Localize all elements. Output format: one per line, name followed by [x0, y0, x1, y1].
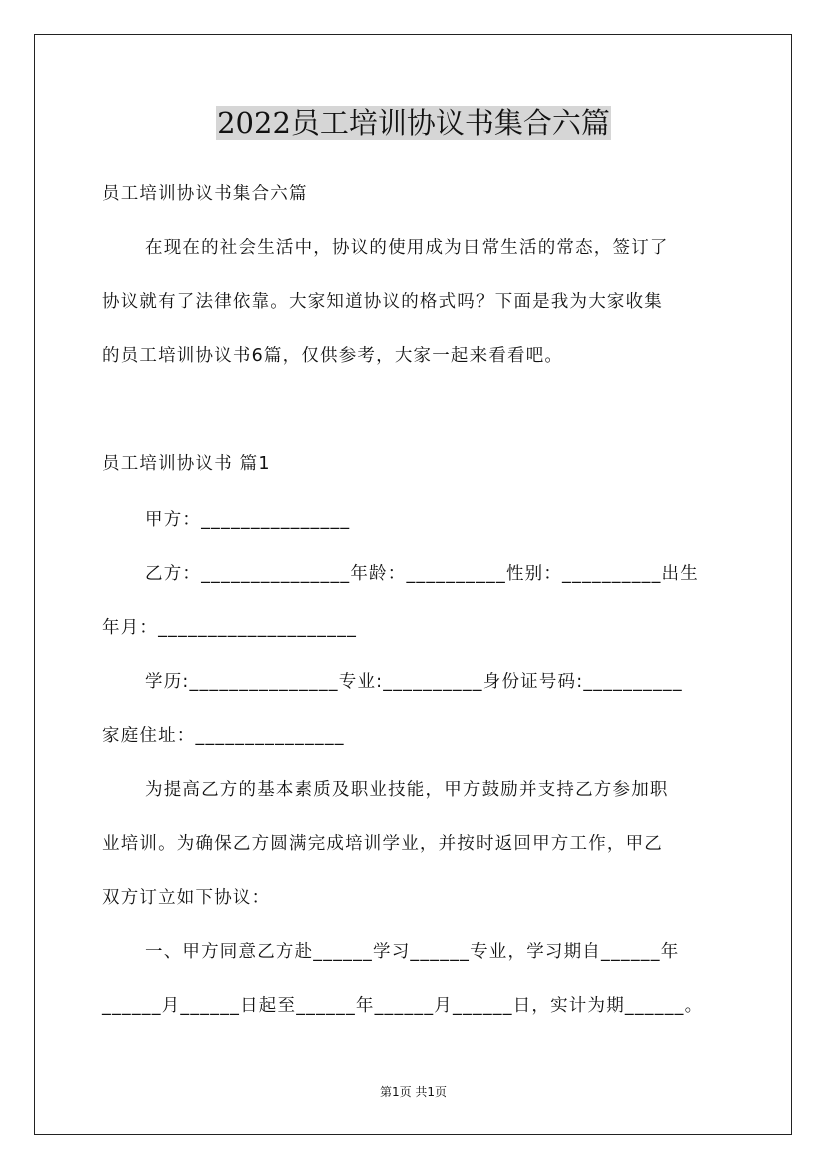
section-heading: 员工培训协议书 篇1 — [102, 454, 271, 474]
clause-1-line-1: 一、甲方同意乙方赴______学习______专业，学习期自______年 — [145, 942, 680, 962]
address-line: 家庭住址：_______________ — [102, 726, 345, 746]
intro-line-1: 在现在的社会生活中，协议的使用成为日常生活的常态，签订了 — [145, 238, 669, 258]
page-footer: 第1页 共1页 — [379, 1085, 448, 1099]
birth-line: 年月：____________________ — [102, 618, 358, 638]
clause-1-line-2: ______月______日起至______年______月______日，实计为期______。 — [102, 996, 704, 1016]
paragraph-line-2: 业培训。为确保乙方圆满完成培训学业，并按时返回甲方工作，甲乙 — [102, 834, 663, 854]
intro-line-2: 协议就有了法律依靠。大家知道协议的格式吗？下面是我为大家收集 — [102, 292, 663, 312]
party-a-line: 甲方：_______________ — [145, 510, 351, 530]
paragraph-line-3: 双方订立如下协议： — [102, 888, 271, 908]
document-title-row — [0, 104, 827, 142]
document-title: 2022员工培训协议书集合六篇 — [217, 106, 610, 140]
paragraph-line-1: 为提高乙方的基本素质及职业技能，甲方鼓励并支持乙方参加职 — [145, 780, 669, 800]
party-b-line: 乙方：_______________年龄：__________性别：__________出生 — [145, 564, 699, 584]
subtitle: 员工培训协议书集合六篇 — [102, 184, 308, 204]
education-line: 学历:_______________专业:__________身份证号码:__________ — [145, 672, 683, 692]
intro-line-3: 的员工培训协议书6篇，仅供参考，大家一起来看看吧。 — [102, 346, 564, 366]
